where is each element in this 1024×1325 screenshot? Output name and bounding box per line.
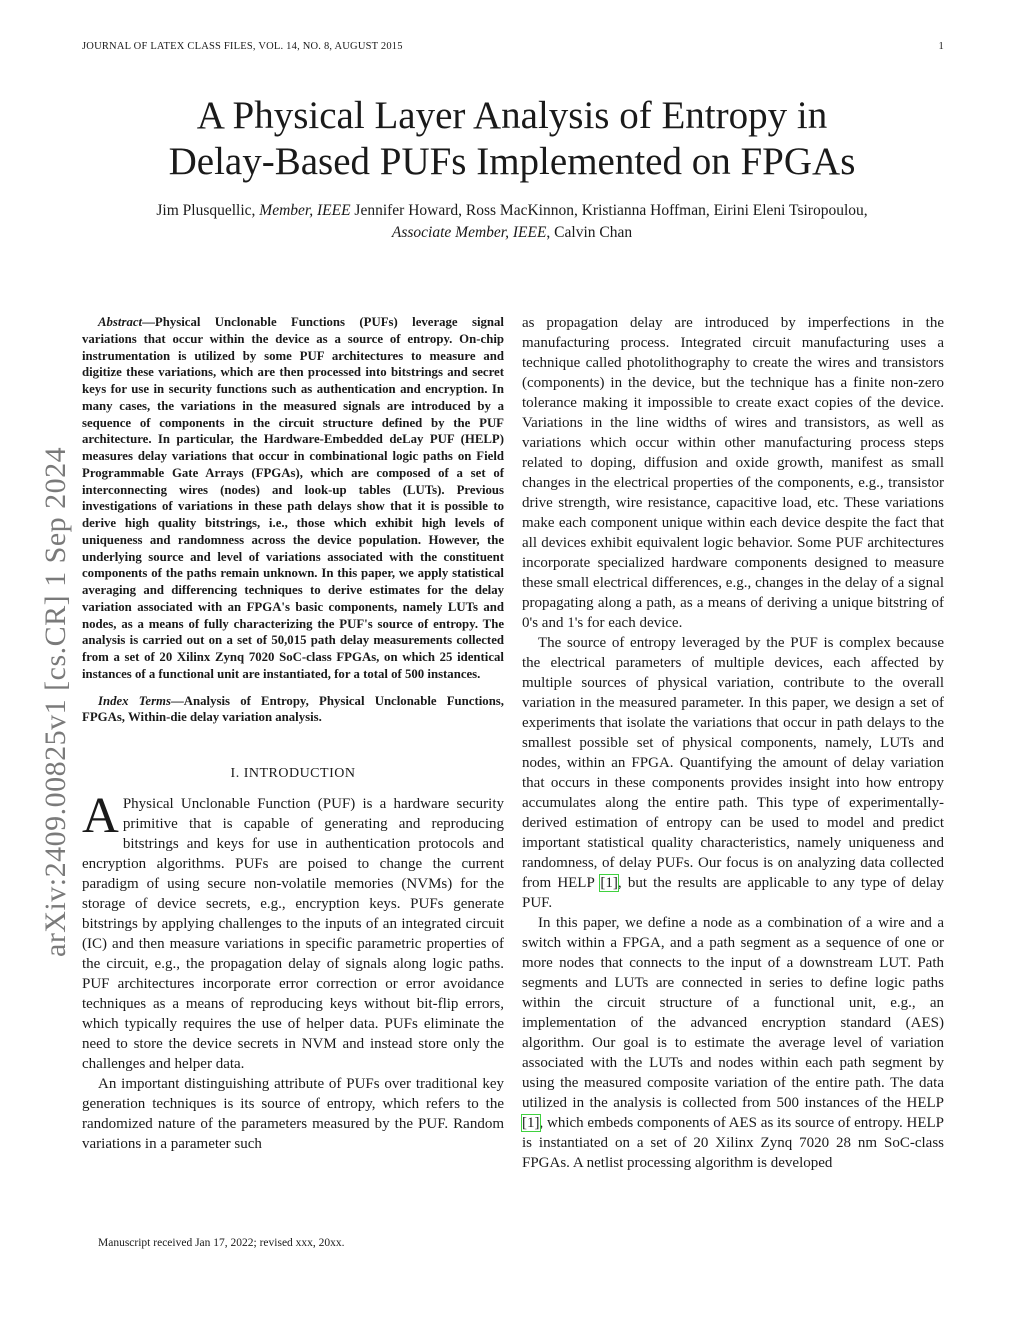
paragraph-text: In this paper, we define a node as a combination of a wire and a switch within a FPGA, and a path segment as a sequence of one or more nodes that connects to the input of a downstream LUT. Path segments and LUTs are connected in series to define logic paths within the circuit structure of a functional unit, e.g., an implementation of the advanced encryption standard (AES) algorithm. Our goal is to estimate the average level of variation associated with the LUTs and nodes within each path segment by using the measured composite variation of the entire path. The data utilized in the analysis is collected from 500 instances of the HELP xyxy=(522,915,944,1111)
paragraph-text: The source of entropy leveraged by the PUF is complex because the electrical parameters of multiple devices, each affected by multiple sources of physical variation, contribute to the overall variation in the measured parameter. In this paper, we design a set of experiments that isolate the variations that occur in path delays to the smallest possible set of physical components, namely, LUTs and nodes, within an FPGA. Quantifying the amount of delay variation that occurs in these components provides insight into how entropy accumulates along the entire path. This type of experimentally-derived estimation of entropy can be used to model and predict important statistical quality characteristics, namely uniqueness and randomness, of delay PUFs. Our focus is on analyzing data collected from HELP xyxy=(522,635,944,891)
running-header xyxy=(82,41,944,52)
paragraph-text: , which embeds components of AES as its source of entropy. HELP is instantiated on a set of 20 Xilinx Zynq 7020 28 nm SoC-class FPGAs. A netlist processing algorithm is developed xyxy=(522,1115,944,1171)
journal-line: JOURNAL OF LATEX CLASS FILES, VOL. 14, NO. 8, AUGUST 2015 xyxy=(82,41,403,52)
right-column xyxy=(522,313,944,1173)
author-affiliation: Member, IEEE xyxy=(259,202,351,219)
author-text: Jennifer Howard, Ross MacKinnon, Kristianna Hoffman, Eirini Eleni Tsiropoulou, xyxy=(350,202,868,219)
index-terms-text: —Analysis of Entropy, Physical Unclonable Functions, FPGAs, Within-die delay variation analysis. xyxy=(82,693,504,725)
title-line-1: A Physical Layer Analysis of Entropy in xyxy=(196,94,828,137)
right-paragraph-3 xyxy=(522,913,944,1173)
author-list xyxy=(60,200,964,244)
abstract xyxy=(82,314,504,683)
footnote: Manuscript received Jan 17, 2022; revised xxx, 20xx. xyxy=(98,1237,345,1249)
intro-paragraph-1 xyxy=(82,788,504,1074)
right-paragraph-1: as propagation delay are introduced by imperfections in the manufacturing process. Integrated circuit manufacturing uses a technique called photolithography to create the wires and transistors (components) in the device, but the technique has a finite non-zero tolerance making it impossible to create exact copies of the device. Variations in the line widths of wires and transistors, as well as variations which occur within other manufacturing process steps related to doping, diffusion and oxide growth, manifest as small changes in the electrical properties of the components, e.g., transistor drive strength, wire resistance, capacitive load, etc. These variations make each component unique within each device despite the fact that all devices exhibit equivalent logic behavior. Some PUF architectures incorporate specialized hardware components designed to measure these small electrical differences, e.g., changes in the delay of a signal propagating along a path, as a means of deriving a unique bitstring of 0's and 1's for each device. xyxy=(522,315,944,631)
paragraph-text: Physical Unclonable Function (PUF) is a hardware security primitive that is capable of generating and reproducing bitstrings and keys for use in authentication protocols and encryption algorithms. PUFs are poised to change the current paradigm of using secure non-volatile memories (NVMs) for the storage of device secrets, e.g., encryption keys. PUFs generate bitstrings by applying challenges to the inputs of an integrated circuit (IC) and then measure variations in specific parametric properties of the circuit, e.g., the propagation delay of signals along logic paths. PUF architectures incorporate error correction or error avoidance techniques as a means of reproducing keys without bit-flip errors, which typically requires the use of helper data. PUFs eliminate the need to store the device secrets in NVM and instead store only the challenges and helper data. xyxy=(82,796,504,1072)
author-text: Jim Plusquellic, xyxy=(156,202,260,219)
index-terms xyxy=(82,693,504,727)
index-terms-label: Index Terms xyxy=(98,693,171,708)
abstract-label: Abstract xyxy=(98,315,143,329)
author-affiliation: Associate Member, IEEE xyxy=(391,224,547,241)
dropcap-letter: A xyxy=(82,788,119,844)
author-text: , Calvin Chan xyxy=(546,224,633,241)
left-column xyxy=(82,314,504,1154)
right-paragraph-2 xyxy=(522,633,944,913)
paper-title xyxy=(100,93,924,185)
page-number: 1 xyxy=(938,41,944,52)
section-heading-introduction: I. INTRODUCTION xyxy=(230,766,356,781)
title-line-2: Delay-Based PUFs Implemented on FPGAs xyxy=(168,140,856,183)
arxiv-identifier[interactable]: arXiv:2409.00825v1 [cs.CR] 1 Sep 2024 xyxy=(39,446,72,957)
citation-link[interactable]: [1] xyxy=(600,875,618,891)
citation-link[interactable]: [1] xyxy=(522,1115,540,1131)
abstract-text: —Physical Unclonable Functions (PUFs) leverage signal variations that occur within the device as a source of entropy. On-chip instrumentation is utilized by some PUF architectures to measure and digitize these variations, which are then processed into bitstrings and secret keys for use in security functions such as authentication and encryption. In many cases, the variations in the measured signals are introduced by a sequence of components in the circuit structure defined by the PUF architecture. In particular, the Hardware-Embedded deLay PUF (HELP) measures delay variations that occur in combinational logic paths on Field Programmable Gate Arrays (FPGAs), which are composed of a set of interconnecting wires (nodes) and look-up tables (LUTs). Previous investigations of variations in these path delays show that it is possible to derive high quality bitstrings, i.e., those which exhibit high levels of uniqueness and randomness across the device population. However, the underlying source and level of variations associated with the constituent components of the paths remain unknown. In this paper, we apply statistical averaging and differencing techniques to derive estimates for the delay variation associated with an FPGA's basic components, namely LUTs and nodes, as a means of fully characterizing the PUF's source of entropy. The analysis is carried out on a set of 50,015 path delay measurements collected from a set of 20 Xilinx Zynq 7020 SoC-class FPGAs, on which 25 identical instances of a functional unit are instantiated, for a total of 500 instances. xyxy=(82,315,504,681)
paragraph-text: , but the results are applicable to any type of delay PUF. xyxy=(522,875,944,911)
intro-paragraph-2: An important distinguishing attribute of PUFs over traditional key generation techniques is its source of entropy, which refers to the randomized nature of the parameters measured by the PUF. Random variations in a parameter such xyxy=(82,1076,504,1152)
